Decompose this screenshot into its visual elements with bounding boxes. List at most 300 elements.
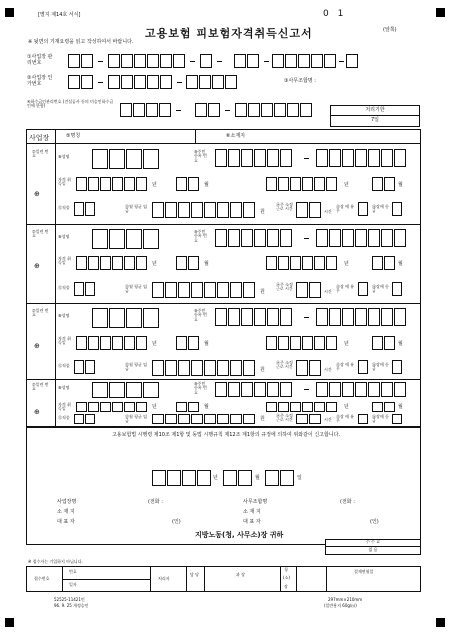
rrn-box[interactable] <box>342 149 354 167</box>
form-side-note: (앞쪽) <box>383 27 397 33</box>
digit-box[interactable] <box>134 54 146 68</box>
date-box[interactable] <box>372 402 383 412</box>
rrn-box[interactable] <box>394 308 406 326</box>
declaration-text: 고용보험법 시행령 제10조 제1항 및 동법 시행규칙 제12조 제1항의 규정에 의하여 위와같이 신고합니다. <box>111 432 341 438</box>
fee-label: 수 수 료 <box>326 540 420 547</box>
date-box[interactable] <box>314 177 325 191</box>
rrn-box[interactable] <box>267 382 279 397</box>
grade-box[interactable] <box>392 360 402 374</box>
rrn-box[interactable] <box>254 308 266 326</box>
digit-box[interactable] <box>324 54 336 68</box>
hours-label: ⑭주 소정 근로 시간 <box>276 202 293 212</box>
registration-mark-tr <box>436 8 445 17</box>
rrn-box[interactable] <box>381 308 393 326</box>
rrn-box[interactable] <box>368 308 380 326</box>
name-box[interactable] <box>126 149 142 169</box>
digit-box[interactable] <box>108 75 120 89</box>
name-box[interactable] <box>126 382 142 398</box>
code-box[interactable] <box>74 414 84 424</box>
rrn-box[interactable] <box>241 308 253 326</box>
year-label: 년 <box>152 261 157 267</box>
digit-box[interactable] <box>134 75 146 89</box>
date-box[interactable] <box>278 177 289 191</box>
rrn-box[interactable] <box>329 149 341 167</box>
wage-box[interactable] <box>243 202 255 218</box>
digit-box[interactable] <box>346 54 358 68</box>
digit-box[interactable] <box>68 54 80 68</box>
social-insurance-label: ②사업장 인가번호 <box>27 75 53 87</box>
person-in-charge-label: 담 당 <box>190 572 199 577</box>
dash <box>225 110 230 111</box>
digit-box[interactable] <box>261 103 273 117</box>
date-box[interactable] <box>314 256 325 270</box>
rrn-box[interactable] <box>394 149 406 167</box>
date-box[interactable] <box>136 402 147 412</box>
hours-label: ⑭주 소정 근로 시간 <box>276 282 293 292</box>
rrn-box[interactable] <box>381 149 393 167</box>
rrn-box[interactable] <box>280 382 292 397</box>
rrn-box[interactable] <box>228 229 240 247</box>
occupation-label: ⑫직종 <box>58 363 70 368</box>
rrn-box[interactable] <box>329 308 341 326</box>
date-digit-box[interactable] <box>223 470 237 486</box>
date-box[interactable] <box>100 336 111 350</box>
date-box[interactable] <box>76 177 87 191</box>
processing-period-box <box>330 105 420 127</box>
name-box[interactable] <box>143 229 159 249</box>
month-label: 월 <box>204 404 209 410</box>
rrn-box[interactable] <box>316 382 328 397</box>
date-box[interactable] <box>326 256 337 270</box>
dash <box>98 82 103 83</box>
digit-box[interactable] <box>300 103 312 117</box>
digit-box[interactable] <box>272 54 284 68</box>
name-label: ⑧성명 <box>58 313 70 318</box>
rrn-box[interactable] <box>368 229 380 247</box>
date-box[interactable] <box>372 177 383 191</box>
employer-label: 사업장명 <box>57 499 77 505</box>
code-box[interactable] <box>74 202 84 216</box>
hours-box[interactable] <box>309 414 321 424</box>
col-line <box>150 566 151 592</box>
year-label: 년 <box>344 261 349 267</box>
name-box[interactable] <box>109 229 125 249</box>
wage-box[interactable] <box>165 360 177 376</box>
date-box[interactable] <box>302 336 313 350</box>
digit-box[interactable] <box>186 75 198 89</box>
hours-box[interactable] <box>296 414 308 424</box>
rrn-box[interactable] <box>381 229 393 247</box>
rrn-box[interactable] <box>228 308 240 326</box>
date-box[interactable] <box>100 256 111 270</box>
rrn-box[interactable] <box>280 308 292 326</box>
dash <box>304 317 309 318</box>
name-box[interactable] <box>92 308 108 328</box>
date-box[interactable] <box>124 177 135 191</box>
digit-box[interactable] <box>160 75 172 89</box>
wage-box[interactable] <box>243 360 255 376</box>
rrn-box[interactable] <box>342 229 354 247</box>
digit-box[interactable] <box>108 54 120 68</box>
agency-seal: (인) <box>370 519 379 525</box>
processing-period-label: 처리기한 <box>331 106 419 116</box>
date-box[interactable] <box>88 402 99 412</box>
hours-box[interactable] <box>296 202 308 218</box>
wage-box[interactable] <box>243 414 255 424</box>
name-box[interactable] <box>126 229 142 249</box>
rrn-box[interactable] <box>329 382 341 397</box>
digit-box[interactable] <box>195 103 207 117</box>
digit-box[interactable] <box>159 103 171 117</box>
date-box[interactable] <box>76 402 87 412</box>
date-box[interactable] <box>314 336 325 350</box>
rrn-box[interactable] <box>215 382 227 397</box>
grade-box[interactable] <box>392 202 402 216</box>
date-box[interactable] <box>278 402 289 412</box>
date-box[interactable] <box>372 336 383 350</box>
rrn-box[interactable] <box>329 229 341 247</box>
date-digit-box[interactable] <box>182 470 196 486</box>
wage-box[interactable] <box>165 202 177 218</box>
rrn-box[interactable] <box>394 229 406 247</box>
date-box[interactable] <box>112 336 123 350</box>
name-box[interactable] <box>109 308 125 328</box>
digit-box[interactable] <box>81 54 93 68</box>
wage-box[interactable] <box>178 282 190 298</box>
wage-box[interactable] <box>230 414 242 424</box>
date-box[interactable] <box>188 256 199 270</box>
date-digit-box[interactable] <box>280 470 294 486</box>
registration-mark-bl <box>5 618 14 627</box>
wage-box[interactable] <box>191 202 203 218</box>
dob-label: 자격 취득일 <box>58 177 71 187</box>
code-box[interactable] <box>74 360 84 374</box>
date-box[interactable] <box>188 336 199 350</box>
name-label: ⑧성명 <box>58 234 70 239</box>
addressee: 지방노동(청, 사무소)장 귀하 <box>195 531 284 539</box>
digit-box[interactable] <box>133 103 145 117</box>
digit-box[interactable] <box>68 75 80 89</box>
disability-box[interactable] <box>358 202 368 216</box>
date-box[interactable] <box>384 256 395 270</box>
code-box[interactable] <box>85 414 95 424</box>
digit-box[interactable] <box>311 54 323 68</box>
won-label: 원 <box>260 367 265 373</box>
digit-box[interactable] <box>212 75 224 89</box>
date-digit-box[interactable] <box>167 470 181 486</box>
date-box[interactable] <box>266 402 277 412</box>
rrn-box[interactable] <box>355 149 367 167</box>
date-box[interactable] <box>112 402 123 412</box>
name-box[interactable] <box>126 308 142 328</box>
rrn-box[interactable] <box>316 149 328 167</box>
serial-label: ⑦일련 번호 <box>32 382 49 392</box>
digit-box[interactable] <box>81 75 93 89</box>
date-box[interactable] <box>302 256 313 270</box>
wage-box[interactable] <box>152 282 164 298</box>
rrn-box[interactable] <box>394 382 406 397</box>
wage-box[interactable] <box>191 282 203 298</box>
date-box[interactable] <box>176 256 187 270</box>
processing-period-value: 7일 <box>370 117 379 123</box>
rrn-box[interactable] <box>254 149 266 167</box>
wage-box[interactable] <box>204 360 216 376</box>
wage-box[interactable] <box>191 360 203 376</box>
date-digit-box[interactable] <box>152 470 166 486</box>
date-box[interactable] <box>326 336 337 350</box>
date-box[interactable] <box>372 256 383 270</box>
date-box[interactable] <box>314 402 325 412</box>
date-box[interactable] <box>112 177 123 191</box>
month-label: 월 <box>398 261 403 267</box>
rrn-box[interactable] <box>215 308 227 326</box>
footer-paper: (일반용지 60g/㎡) <box>324 603 357 608</box>
wage-box[interactable] <box>217 282 229 298</box>
dob-label: 자격 취득일 <box>58 402 71 412</box>
rrn-box[interactable] <box>368 149 380 167</box>
date-box[interactable] <box>302 402 313 412</box>
date-box[interactable] <box>136 336 147 350</box>
date-box[interactable] <box>326 177 337 191</box>
col-line <box>186 566 187 592</box>
wage-box[interactable] <box>204 202 216 218</box>
date-box[interactable] <box>76 336 87 350</box>
date-box[interactable] <box>176 177 187 191</box>
rrn-box[interactable] <box>254 382 266 397</box>
rrn-box[interactable] <box>355 382 367 397</box>
digit-box[interactable] <box>147 75 159 89</box>
wage-box[interactable] <box>165 414 177 424</box>
date-box[interactable] <box>278 256 289 270</box>
wage-box[interactable] <box>217 414 229 424</box>
digit-box[interactable] <box>160 54 172 68</box>
date-box[interactable] <box>266 256 277 270</box>
name-box[interactable] <box>92 149 108 169</box>
rrn-box[interactable] <box>368 382 380 397</box>
date-box[interactable] <box>136 177 147 191</box>
digit-box[interactable] <box>121 75 133 89</box>
rrn-box[interactable] <box>215 149 227 167</box>
decl-day-label: 일 <box>297 475 302 481</box>
agency-phone: (전화 : <box>340 499 355 505</box>
row-line <box>26 379 421 380</box>
date-box[interactable] <box>124 336 135 350</box>
rrn-box[interactable] <box>316 308 328 326</box>
date-box[interactable] <box>176 336 187 350</box>
date-box[interactable] <box>100 402 111 412</box>
grade-label: ⑯장애 등급 <box>372 362 389 372</box>
hours-box[interactable] <box>309 282 321 298</box>
date-box[interactable] <box>188 402 199 412</box>
date-box[interactable] <box>100 177 111 191</box>
digit-box[interactable] <box>208 103 220 117</box>
name-box[interactable] <box>109 382 125 398</box>
serial-label: ⑦일련 번호 <box>32 229 49 239</box>
date-box[interactable] <box>290 177 301 191</box>
date-box[interactable] <box>112 256 123 270</box>
digit-box[interactable] <box>200 54 212 68</box>
date-box[interactable] <box>88 177 99 191</box>
rrn-box[interactable] <box>342 382 354 397</box>
col-line <box>326 566 327 592</box>
code-box[interactable] <box>74 282 84 296</box>
year-label: 년 <box>152 182 157 188</box>
wage-box[interactable] <box>243 282 255 298</box>
digit-box[interactable] <box>146 103 158 117</box>
date-box[interactable] <box>278 336 289 350</box>
grade-box[interactable] <box>392 282 402 296</box>
col-line <box>204 566 205 592</box>
date-box[interactable] <box>136 256 147 270</box>
rrn-box[interactable] <box>267 149 279 167</box>
hours-box[interactable] <box>296 360 308 376</box>
date-digit-box[interactable] <box>238 470 252 486</box>
rrn-box[interactable] <box>241 382 253 397</box>
date-box[interactable] <box>302 177 313 191</box>
col-line <box>55 129 56 427</box>
digit-box[interactable] <box>225 75 237 89</box>
rrn-label: ⑨주민 등록 번호 <box>194 381 207 395</box>
code-box[interactable] <box>85 360 95 374</box>
wage-box[interactable] <box>217 360 229 376</box>
date-box[interactable] <box>124 402 135 412</box>
digit-box[interactable] <box>287 103 299 117</box>
date-box[interactable] <box>290 402 301 412</box>
rrn-box[interactable] <box>280 149 292 167</box>
date-box[interactable] <box>384 177 395 191</box>
disability-box[interactable] <box>358 360 368 374</box>
date-box[interactable] <box>88 336 99 350</box>
date-box[interactable] <box>326 402 337 412</box>
wage-box[interactable] <box>152 202 164 218</box>
dash <box>177 82 182 83</box>
wage-box[interactable] <box>178 202 190 218</box>
date-box[interactable] <box>88 256 99 270</box>
hours-box[interactable] <box>309 202 321 218</box>
footer-size: 297mm×210mm <box>328 597 363 602</box>
date-box[interactable] <box>266 336 277 350</box>
wage-box[interactable] <box>165 282 177 298</box>
digit-box[interactable] <box>298 54 310 68</box>
handler-label: 처리자 <box>158 576 170 581</box>
digit-box[interactable] <box>120 103 132 117</box>
footer-code: 52525-11421민 <box>54 597 85 602</box>
month-label: 월 <box>398 182 403 188</box>
grade-box[interactable] <box>392 414 402 424</box>
col-line <box>296 566 297 592</box>
rrn-box[interactable] <box>254 229 266 247</box>
date-box[interactable] <box>384 402 395 412</box>
subcontract-label: ④하수급인관리번호 (건설공사 등의 미승인하수급 인에 한함) <box>27 99 114 109</box>
date-box[interactable] <box>176 402 187 412</box>
date-box[interactable] <box>290 256 301 270</box>
name-box[interactable] <box>109 149 125 169</box>
wage-box[interactable] <box>178 414 190 424</box>
wage-box[interactable] <box>217 202 229 218</box>
wage-box[interactable] <box>191 414 203 424</box>
rrn-box[interactable] <box>241 149 253 167</box>
rrn-label: ⑨주민 등록 번호 <box>194 149 207 163</box>
rrn-box[interactable] <box>241 229 253 247</box>
hours-box[interactable] <box>309 360 321 376</box>
receipt-no-label: 접수번호 <box>34 576 50 581</box>
won-label: 원 <box>260 416 265 422</box>
rrn-box[interactable] <box>381 382 393 397</box>
rrn-box[interactable] <box>316 229 328 247</box>
name-box[interactable] <box>143 382 159 398</box>
wage-box[interactable] <box>178 360 190 376</box>
digit-box[interactable] <box>235 103 247 117</box>
wage-box[interactable] <box>152 360 164 376</box>
name-box[interactable] <box>143 149 159 169</box>
wage-box[interactable] <box>152 414 164 424</box>
code-box[interactable] <box>85 202 95 216</box>
plus-mark: ⊕ <box>34 262 40 270</box>
rrn-box[interactable] <box>355 308 367 326</box>
rrn-box[interactable] <box>280 229 292 247</box>
registration-mark-tl <box>5 8 14 17</box>
disability-label: ⑮장 애 유 무 <box>336 204 355 214</box>
hours-box[interactable] <box>296 282 308 298</box>
wage-box[interactable] <box>230 282 242 298</box>
date-box[interactable] <box>266 177 277 191</box>
date-box[interactable] <box>384 336 395 350</box>
wage-box[interactable] <box>230 202 242 218</box>
disability-box[interactable] <box>358 282 368 296</box>
wage-box[interactable] <box>204 282 216 298</box>
wage-box[interactable] <box>204 414 216 424</box>
digit-box[interactable] <box>247 54 259 68</box>
rrn-box[interactable] <box>228 382 240 397</box>
digit-box[interactable] <box>285 54 297 68</box>
rrn-box[interactable] <box>342 308 354 326</box>
date-box[interactable] <box>290 336 301 350</box>
agency-name-label: 사무조합명 <box>243 499 268 505</box>
digit-box[interactable] <box>199 75 211 89</box>
digit-box[interactable] <box>173 54 185 68</box>
date-digit-box[interactable] <box>265 470 279 486</box>
digit-box[interactable] <box>121 54 133 68</box>
wage-box[interactable] <box>230 360 242 376</box>
digit-box[interactable] <box>274 103 286 117</box>
rrn-box[interactable] <box>215 229 227 247</box>
receipt-number-label: 번호 <box>69 569 77 574</box>
digit-box[interactable] <box>147 54 159 68</box>
occupation-label: ⑫직종 <box>58 205 70 210</box>
date-box[interactable] <box>124 256 135 270</box>
rrn-box[interactable] <box>228 149 240 167</box>
disability-box[interactable] <box>358 414 368 424</box>
date-box[interactable] <box>188 177 199 191</box>
dash <box>304 389 309 390</box>
name-box[interactable] <box>92 229 108 249</box>
rrn-box[interactable] <box>355 229 367 247</box>
occupation-label: ⑫직종 <box>58 285 70 290</box>
rrn-box[interactable] <box>267 308 279 326</box>
date-box[interactable] <box>76 256 87 270</box>
digit-box[interactable] <box>234 54 246 68</box>
plus-mark: ⊕ <box>34 190 40 198</box>
year-label: 년 <box>344 341 349 347</box>
name-box[interactable] <box>143 308 159 328</box>
row-line <box>26 224 421 225</box>
name-box[interactable] <box>92 382 108 398</box>
digit-box[interactable] <box>248 103 260 117</box>
code-box[interactable] <box>85 282 95 296</box>
rrn-box[interactable] <box>267 229 279 247</box>
receipt-date-label: 일자 <box>69 582 77 587</box>
date-digit-box[interactable] <box>197 470 211 486</box>
